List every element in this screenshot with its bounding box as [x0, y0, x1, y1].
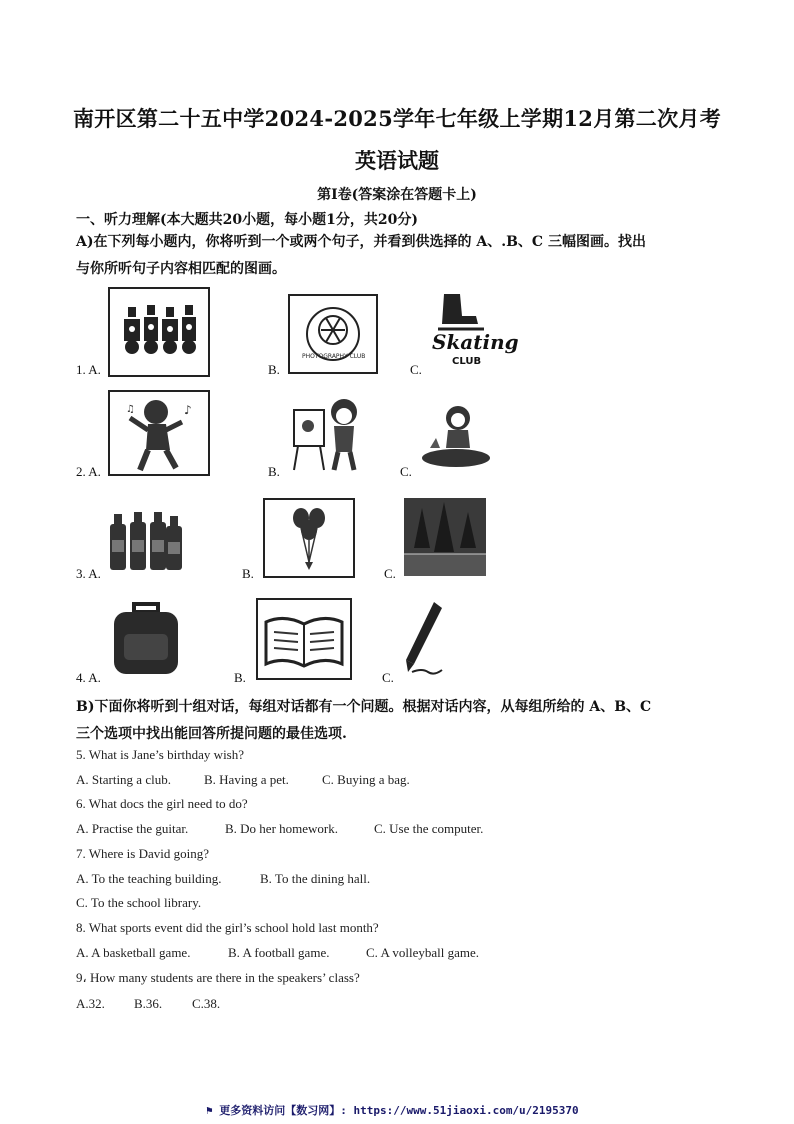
question-9: 9، How many students are there in the speakers’ class?: [76, 970, 360, 985]
q4-c-label: C.: [382, 670, 394, 685]
svg-text:♫: ♫: [126, 404, 135, 415]
section-heading: 一、听力理解(本大题共20小题，每小题1分，共20分): [76, 212, 418, 228]
footer-text: 更多资料访问【数习网】: https://www.51jiaoxi.com/u/2195370: [219, 1104, 579, 1117]
boy-planting-icon: [416, 398, 492, 470]
q1-b-label: B.: [268, 362, 280, 377]
q5-option-c: C. Buying a bag.: [322, 772, 410, 787]
part-a-line-2: 与你所听句子内容相匹配的图画。: [76, 261, 286, 277]
q7-option-c: C. To the school library.: [76, 895, 202, 910]
q8-option-b: B. A football game.: [228, 945, 330, 960]
page-subtitle: 英语试题: [355, 148, 439, 173]
balloons-icon: [263, 498, 355, 578]
pen-icon: [398, 598, 450, 678]
flag-icon: ⚑: [206, 1104, 213, 1117]
part-a-instructions: [76, 229, 726, 283]
q6-option-b: B. Do her homework.: [225, 821, 339, 836]
part-b-line-2: 三个选项中找出能回答所提问题的最佳选项.: [76, 726, 347, 742]
q4-a-label: 4. A.: [76, 670, 101, 685]
q3-b-label: B.: [242, 566, 254, 581]
open-book-icon: [256, 598, 352, 680]
q7-option-b: B. To the dining hall.: [260, 871, 371, 886]
part-b-line-1: B)下面你将听到十组对话，每组对话都有一个问题。根据对话内容，从每组所给的 A、B、C: [76, 699, 652, 715]
q2-c-label: C.: [400, 464, 412, 479]
skating-text: Skating: [432, 330, 519, 354]
part-b-instructions: [76, 694, 736, 748]
schoolbag-icon: [108, 600, 184, 678]
question-6: 6. What docs the girl need to do?: [76, 796, 248, 811]
question-7: 7. Where is David going?: [76, 846, 209, 861]
club-text: CLUB: [452, 356, 482, 367]
q3-c-label: C.: [384, 566, 396, 581]
q7-option-a: A. To the teaching building.: [76, 871, 222, 886]
question-5: 5. What is Jane’s birthday wish?: [76, 747, 245, 762]
q5-option-a: A. Starting a club.: [76, 772, 171, 787]
q9-option-a: A.32.: [76, 996, 105, 1011]
q1-c-label: C.: [410, 362, 422, 377]
q5-option-b: B. Having a pet.: [204, 772, 289, 787]
volume-note: 第Ⅰ卷(答案涂在答题卡上): [317, 187, 477, 203]
photography-club-logo-icon: [288, 294, 378, 374]
svg-text:♪: ♪: [184, 403, 192, 417]
footer-link[interactable]: [206, 1102, 579, 1118]
q6-option-c: C. Use the computer.: [374, 821, 484, 836]
q8-option-c: C. A volleyball game.: [366, 945, 480, 960]
part-a-line-1: A)在下列每小题内，你将听到一个或两个句子，并看到供选择的 A、.B、C 三幅图画。找出: [76, 234, 646, 250]
photography-club-text: PHOTOGRAPHY CLUB: [302, 353, 366, 360]
trees-icon: [404, 498, 486, 576]
singing-boy-icon: [108, 390, 210, 476]
bottles-icon: [108, 500, 184, 572]
question-8: 8. What sports event did the girl’s school hold last month?: [76, 920, 379, 935]
q2-a-label: 2. A.: [76, 464, 101, 479]
robots-icon: [108, 287, 210, 377]
skating-club-logo-icon: [426, 292, 519, 372]
q3-a-label: 3. A.: [76, 566, 101, 581]
q6-option-a: A. Practise the guitar.: [76, 821, 189, 836]
page-title: 南开区第二十五中学2024-2025学年七年级上学期12月第二次月考: [72, 106, 722, 131]
q9-option-c: C.38.: [192, 996, 221, 1011]
q4-b-label: B.: [234, 670, 246, 685]
q1-a-label: 1. A.: [76, 362, 101, 377]
boy-painting-icon: [288, 390, 368, 472]
q9-option-b: B.36.: [134, 996, 163, 1011]
q2-b-label: B.: [268, 464, 280, 479]
q8-option-a: A. A basketball game.: [76, 945, 191, 960]
